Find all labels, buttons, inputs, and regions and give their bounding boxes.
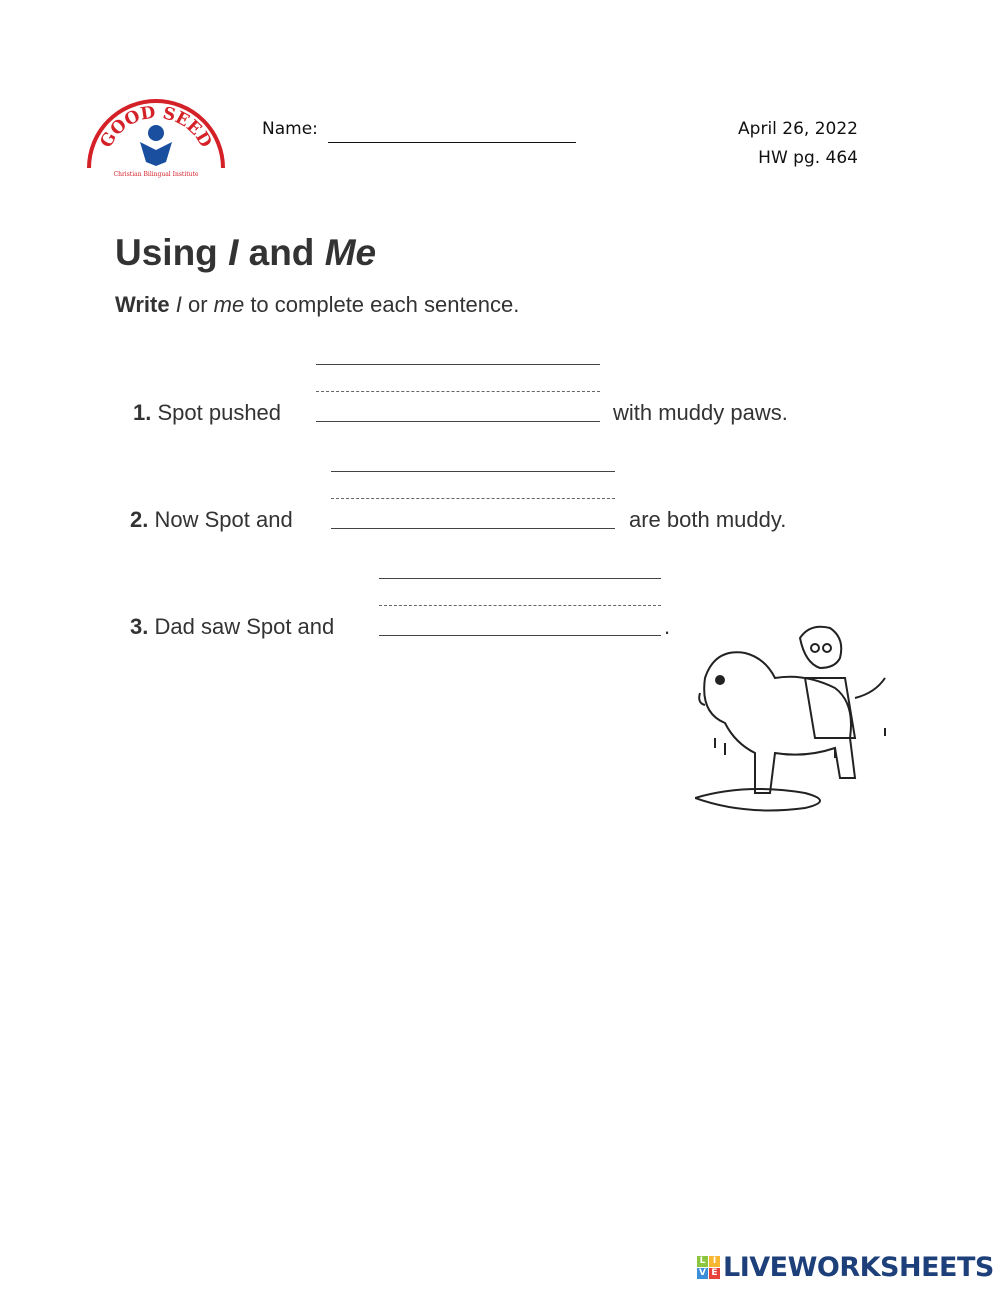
live-cube-icon: L I V E <box>697 1256 720 1279</box>
school-logo <box>86 68 226 178</box>
homework-page: HW pg. 464 <box>758 148 858 168</box>
name-label: Name: <box>262 119 318 139</box>
logo-text: GOOD SEED <box>96 102 216 152</box>
question-3-answer-input[interactable] <box>379 606 661 636</box>
question-1-prompt: 1. Spot pushed <box>133 400 282 425</box>
name-field[interactable] <box>328 116 576 143</box>
worksheet-title: Using I and Me <box>115 232 377 273</box>
girl-washing-dog-illustration <box>695 618 917 813</box>
question-3-prompt: 3. Dad saw Spot and <box>130 614 335 639</box>
date: April 26, 2022 <box>738 119 858 139</box>
logo-subtext: Christian Bilingual Institute <box>113 171 199 178</box>
question-2-blank <box>331 471 615 529</box>
brand-name: LIVEWORKSHEETS <box>723 1252 994 1283</box>
liveworksheets-logo <box>697 1252 994 1283</box>
instructions: Write I or me to complete each sentence. <box>115 292 520 317</box>
question-2-prompt: 2. Now Spot and <box>130 507 293 532</box>
question-1-ending: with muddy paws. <box>613 400 788 425</box>
question-3-ending: . <box>664 614 671 639</box>
question-3-blank <box>379 578 661 636</box>
question-1-answer-input[interactable] <box>316 392 600 422</box>
question-1-blank <box>316 364 600 422</box>
question-2-ending: are both muddy. <box>629 507 787 532</box>
question-2-answer-input[interactable] <box>331 499 615 529</box>
